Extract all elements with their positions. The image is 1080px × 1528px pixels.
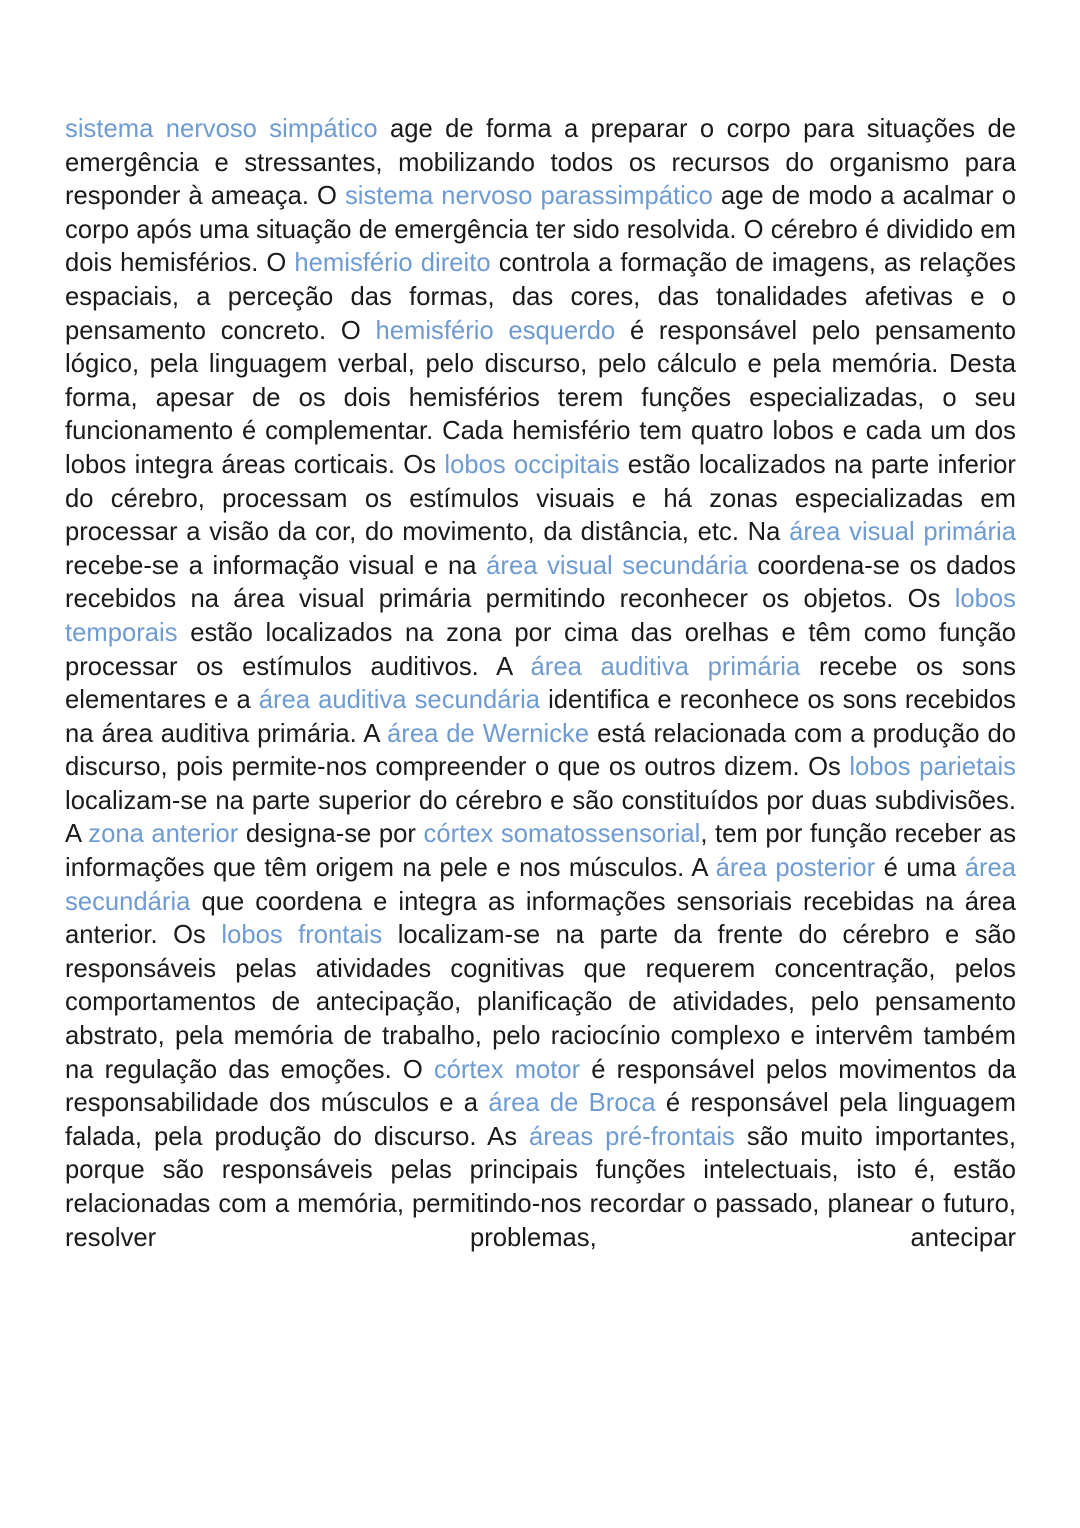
body-text-run: é responsável pelo pensamento lógico, pela linguagem verbal, pelo discurso, pelo cálculo e pela memória. Desta forma, apesar de os dois hemisférios terem funções especializadas, o seu funcionamento é complementar. Cada hemisfério tem quatro lobos e cada um dos lobos integra áreas corticais. Os bbox=[65, 316, 1016, 479]
body-text-run: recebe os sons elementares e a bbox=[65, 652, 1016, 715]
body-text-run: é uma bbox=[875, 854, 965, 883]
highlighted-term: área de Broca bbox=[488, 1089, 656, 1118]
body-text-run: é responsável pelos movimentos da responsabilidade dos músculos e a bbox=[65, 1055, 1016, 1118]
highlighted-term: sistema nervoso parassimpático bbox=[344, 182, 713, 211]
highlighted-term: hemisfério esquerdo bbox=[375, 316, 616, 345]
highlighted-term: área posterior bbox=[715, 854, 876, 883]
body-text-run: é responsável pela linguagem falada, pela produção do discurso. As bbox=[65, 1089, 1016, 1151]
body-text-run: são muito importantes, porque são responsáveis pelas principais funções intelectuais, isto é, estão relacionadas com a memória, permitindo-nos recordar o passado, planear o futuro, resolver problemas, antecipar bbox=[65, 1122, 1017, 1252]
highlighted-term: área visual primária bbox=[789, 518, 1016, 547]
highlighted-term: zona anterior bbox=[88, 820, 239, 849]
highlighted-term: área auditiva secundária bbox=[258, 686, 541, 715]
body-text-run: estão localizados na zona por cima das orelhas e têm como função processar os estímulos auditivos. A bbox=[65, 618, 1016, 681]
highlighted-term: sistema nervoso simpático bbox=[65, 115, 378, 143]
body-text-run: identifica e reconhece os sons recebidos na área auditiva primária. A bbox=[65, 686, 1016, 748]
highlighted-term: área secundária bbox=[65, 854, 1017, 916]
body-text-run: designa-se por bbox=[238, 820, 424, 849]
body-text-run: , tem por função receber as informações que têm origem na pele e nos músculos. A bbox=[65, 820, 1017, 883]
body-paragraph bbox=[65, 113, 1016, 1255]
highlighted-term: córtex motor bbox=[433, 1055, 581, 1084]
body-text-run: age de modo a acalmar o corpo após uma situação de emergência ter sido resolvida. O cérebro é dividido em dois hemisférios. O bbox=[65, 182, 1016, 278]
highlighted-term: lobos parietais bbox=[849, 753, 1016, 782]
highlighted-term: lobos occipitais bbox=[444, 450, 620, 479]
body-text-run: que coordena e integra as informações sensoriais recebidas na área anterior. Os bbox=[65, 887, 1016, 950]
body-text-block bbox=[65, 113, 1016, 1255]
body-text-run: estão localizados na parte inferior do cérebro, processam os estímulos visuais e há zonas especializadas em processar a visão da cor, do movimento, da distância, etc. Na bbox=[65, 450, 1016, 547]
body-text-run: recebe-se a informação visual e na bbox=[65, 551, 487, 580]
highlighted-term: área visual secundária bbox=[486, 551, 748, 580]
highlighted-term: área auditiva primária bbox=[530, 652, 801, 681]
highlighted-term: área de Wernicke bbox=[387, 719, 590, 748]
body-text-run: age de forma a preparar o corpo para situações de emergência e stressantes, mobilizando todos os recursos do organismo para responder à ameaça. O bbox=[65, 115, 1016, 211]
highlighted-term: áreas pré-frontais bbox=[529, 1122, 735, 1151]
highlighted-term: lobos temporais bbox=[65, 585, 1016, 647]
highlighted-term: hemisfério direito bbox=[294, 249, 491, 278]
body-text-run: está relacionada com a produção do discurso, pois permite-nos compreender o que os outros dizem. Os bbox=[65, 719, 1016, 782]
highlighted-term: córtex somatossensorial bbox=[423, 820, 701, 849]
body-text-run: coordena-se os dados recebidos na área visual primária permitindo reconhecer os objetos. Os bbox=[65, 551, 1017, 614]
highlighted-term: lobos frontais bbox=[221, 921, 383, 950]
body-text-run: localizam-se na parte da frente do cérebro e são responsáveis pelas atividades cognitivas que requerem concentração, pelos comportamentos de antecipação, planificação de atividades, pelo pensamento abstrato, pela memória de trabalho, pelo raciocínio complexo e intervêm também na regulação das emoções. O bbox=[65, 921, 1016, 1084]
body-text-run: controla a formação de imagens, as relações espaciais, a perceção das formas, das cores, das tonalidades afetivas e o pensamento concreto. O bbox=[65, 249, 1017, 345]
body-text-run: localizam-se na parte superior do cérebro e são constituídos por duas subdivisões. A bbox=[65, 786, 1016, 849]
